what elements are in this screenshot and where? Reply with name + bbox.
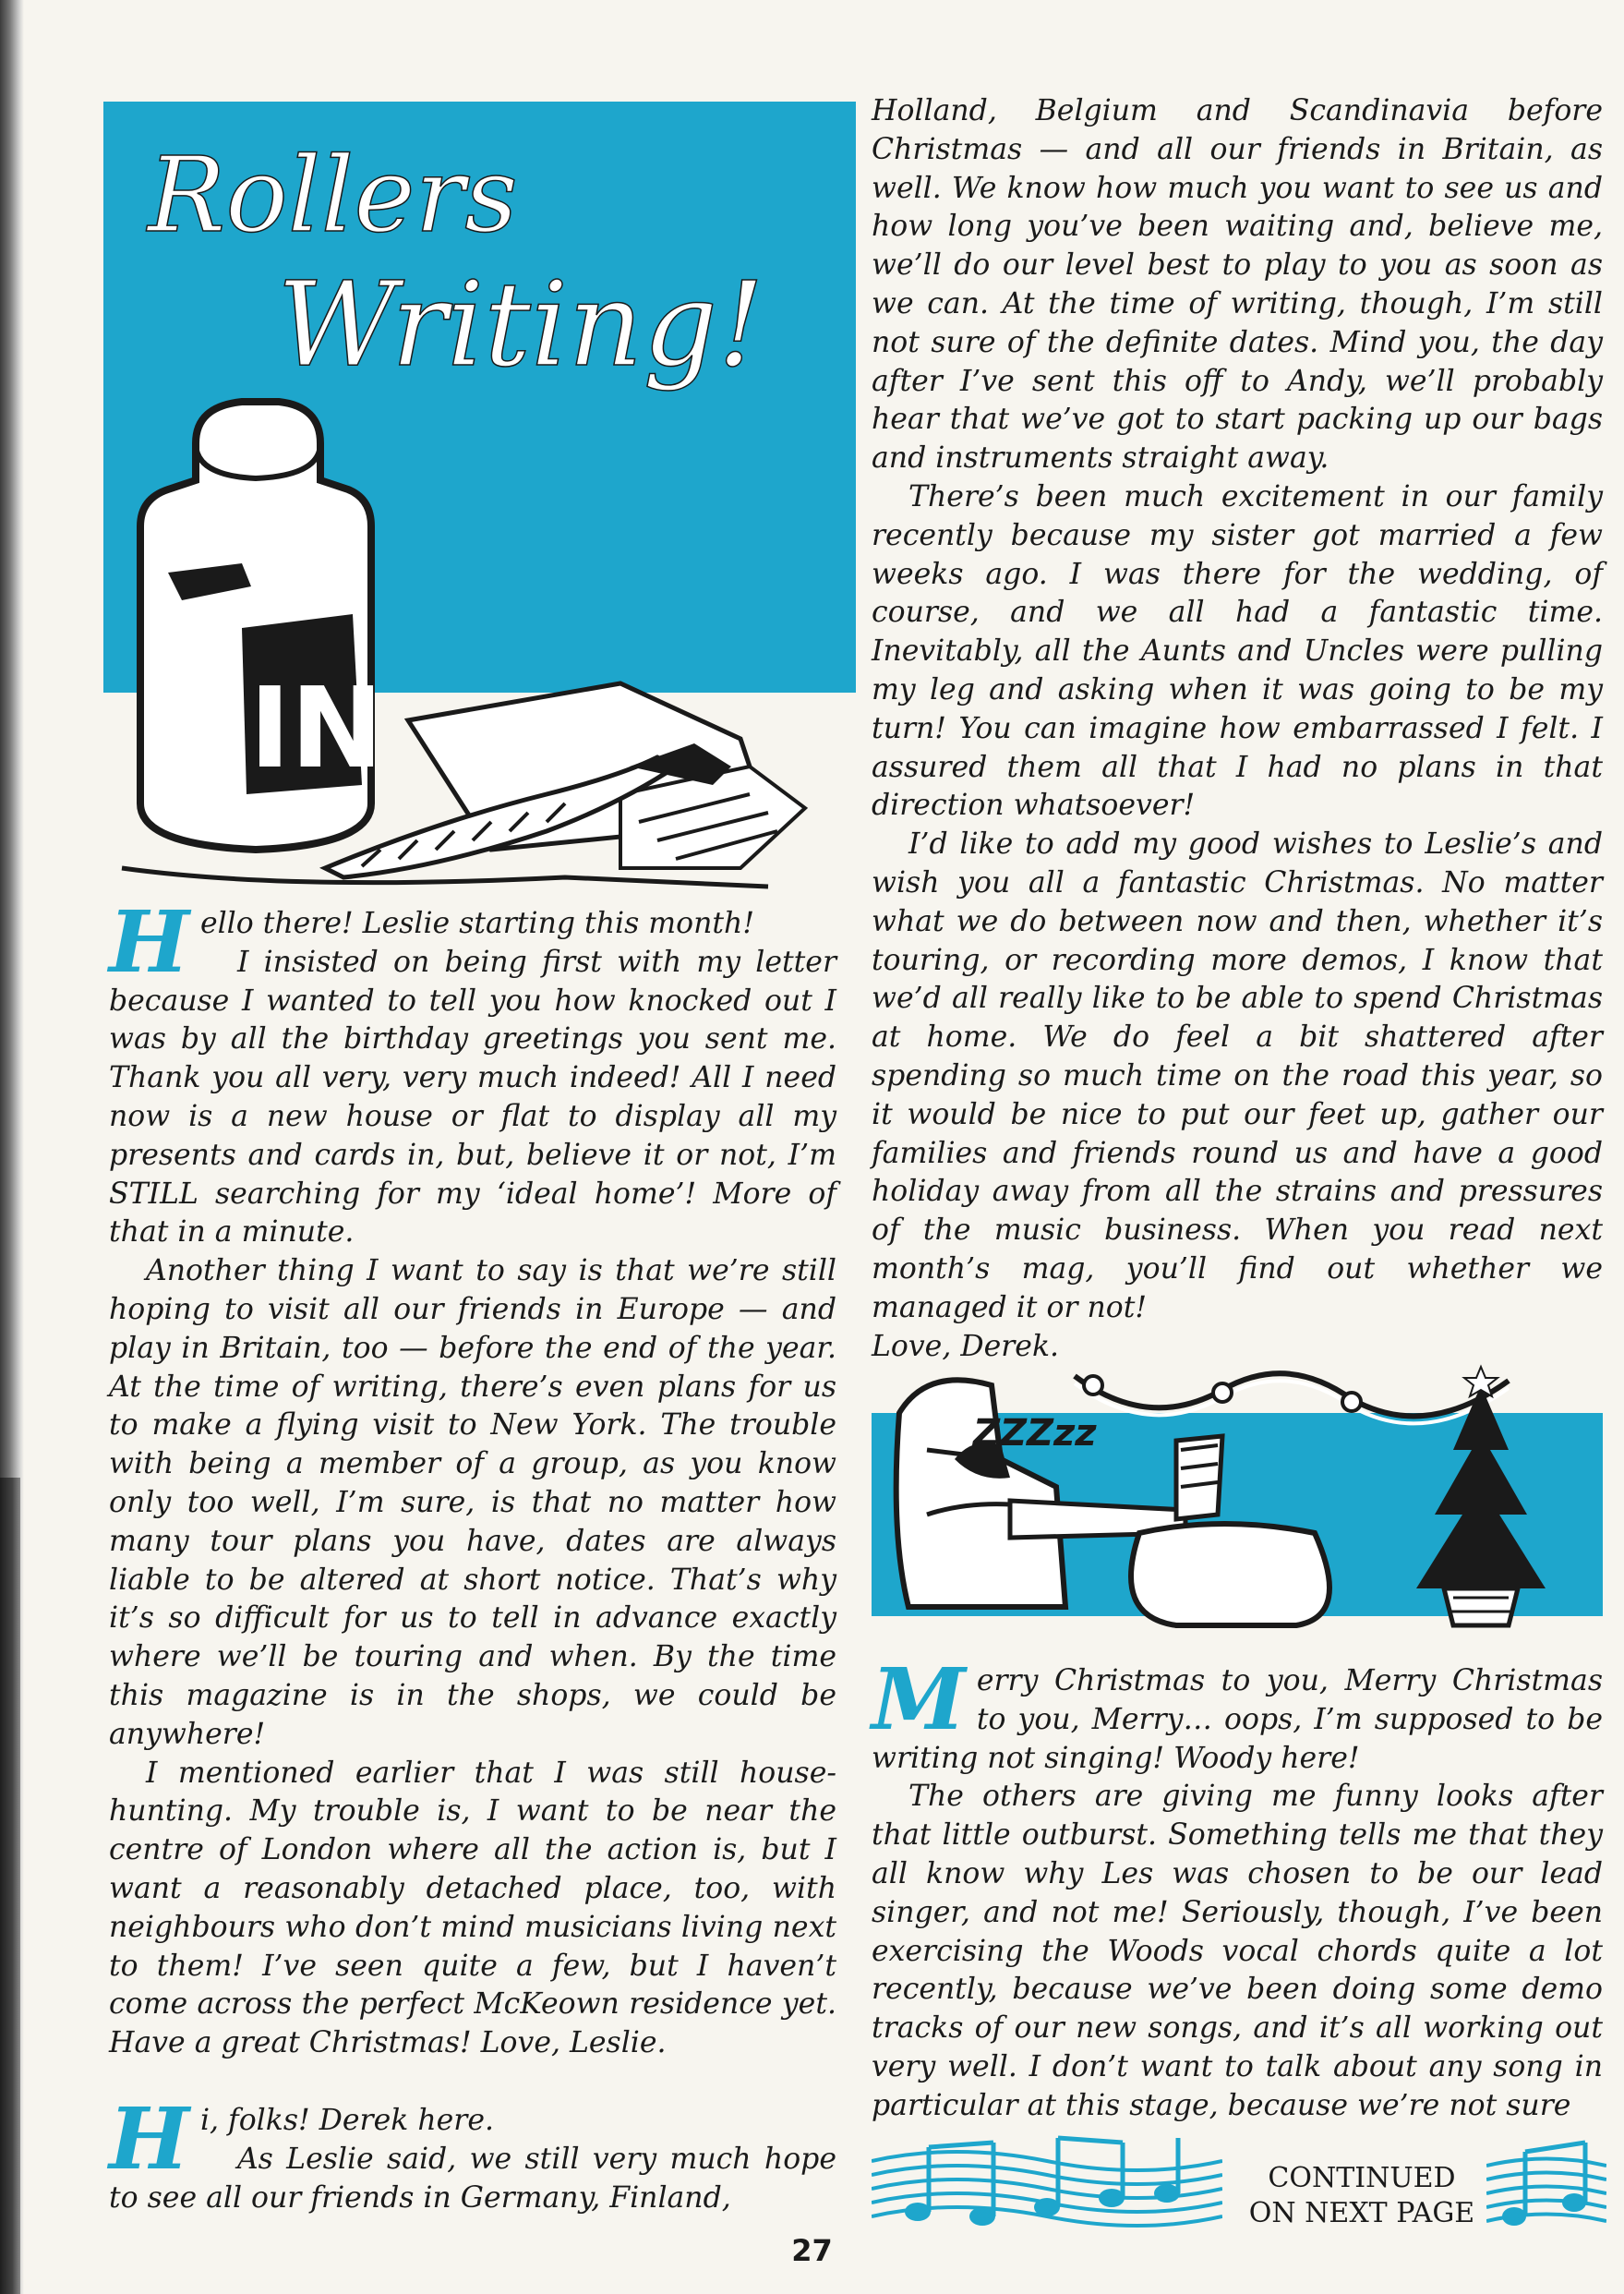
music-notes-decoration-right [1486,2129,1606,2249]
derek-paragraph-1: Holland, Belgium and Scandinavia before Christmas — and all our friends in Britain, as well. We know how much you want to see us and how long you’ve been waiting and, believe me, we’ll do our level best to play to you as soon as we can. At the time of writing, though, I’m still not sure of the definite dates. Mind you, the day after I’ve sent this off to Andy, we’ll probably hear that we’ve got to start packing up our bags and instruments straight away. [872,94,1603,476]
derek-signoff: Love, Derek. [872,1329,1060,1363]
sleep-zzz: ZZZzz [973,1412,1097,1455]
woody-drop-cap: M [872,1649,966,1749]
woody-paragraph-1: The others are giving me funny looks after that little outburst. Something tells me that they all know why Les was chosen to be our lead singer, and not me! Seriously, though, I’ve been exercising the Woods vocal chords quite a lot recently, because we’ve been doing some demo tracks of our new songs, and it’s all working out very well. I don’t want to talk about any song in particular at this stage, because we’re not sure [872,1780,1603,2122]
header-title [138,129,840,425]
page-number: 27 [791,2233,833,2268]
ink-label: IN [249,665,384,793]
leslie-first-line: ello there! Leslie starting this month! [199,907,754,940]
woody-first-line: erry Christmas to you, Merry Christmas to you, Merry… oops, I’m supposed to be writing not singing! Woody here! [872,1664,1603,1775]
page-spine-dark [0,1478,20,2294]
leslie-paragraph-3: I mentioned earlier that I was still house-hunting. My trouble is, I want to be near the centre of London where all the action is, but I want a reasonably detached place, too, with neighbours who don’t mind musicians living next to them! I’ve seen quite a few, but I haven’t come across the perfect McKeown residence yet. Have a great Christmas! Love, Leslie. [109,1756,836,2060]
derek-paragraph-3: I’d like to add my good wishes to Leslie’s and wish you all a fantastic Christmas. No matter what we do between now and then, whether it’s touring, or recording more demos, I know that we’d all really like to be able to spend Christmas at home. We do feel a bit shattered after spending so much time on the road this year, so it would be nice to put our feet up, gather our families and friends round us and have a good holiday away from all the strains and pressures of the music business. When you read next month’s mag, you’ll find out whether we managed it or not! [872,827,1603,1324]
derek-drop-cap: H [109,2088,189,2189]
continued-line-2: ON NEXT PAGE [1248,2197,1475,2229]
leslie-paragraph-2: Another thing I want to say is that we’re still hoping to visit all our friends in Europe — and play in Britain, too — before the end of the year. At the time of writing, there’s even plans for us to make a flying visit to New York. The trouble with being a member of a group, as you know only too well, I’m sure, is that no matter how many tour plans you have, dates are always liable to be altered at short notice. That’s why it’s so difficult for us to tell in advance exactly where we’ll be touring and when. By the time this magazine is in the shops, we could be anywhere! [109,1254,836,1751]
title-line-1: Rollers [148,136,518,256]
right-column-bottom [872,1649,1603,2126]
leslie-paragraph-1: I insisted on being first with my letter because I wanted to tell you how knocked out I was by all the birthday greetings you sent me. Thank you all very, very much indeed! All I need now is a new house or flat to display all my presents and cards in, but, believe it or not, I’m STILL searching for my ‘ideal home’! More of that in a minute. [109,945,836,1250]
music-notes-decoration-left [872,2124,1222,2244]
woody-opening [872,1649,1603,1778]
derek-first-line: i, folks! Derek here. [199,2103,494,2137]
right-column-top [872,92,1603,1366]
continued-line-1: CONTINUED [1268,2162,1456,2194]
leslie-opening [109,892,836,992]
leslie-drop-cap: H [109,892,189,992]
derek-paragraph-left: As Leslie said, we still very much hope to see all our friends in Germany, Finland, [109,2142,836,2215]
ink-bottle-illustration [103,388,856,891]
title-line-2: Writing! [277,257,764,392]
left-column [109,892,836,2217]
derek-paragraph-2: There’s been much excitement in our family recently because my sister got married a few weeks ago. I was there for the wedding, of course, and we all had a fantastic time. Inevitably, all the Aunts and Uncles were pulling my leg and asking when it was going to be my turn! You can imagine how embarrassed I felt. I assured them all that I had no plans in that direction whatsoever! [872,479,1603,823]
sleeping-christmas-illustration [872,1348,1603,1644]
continued-notice [1233,2161,1491,2231]
